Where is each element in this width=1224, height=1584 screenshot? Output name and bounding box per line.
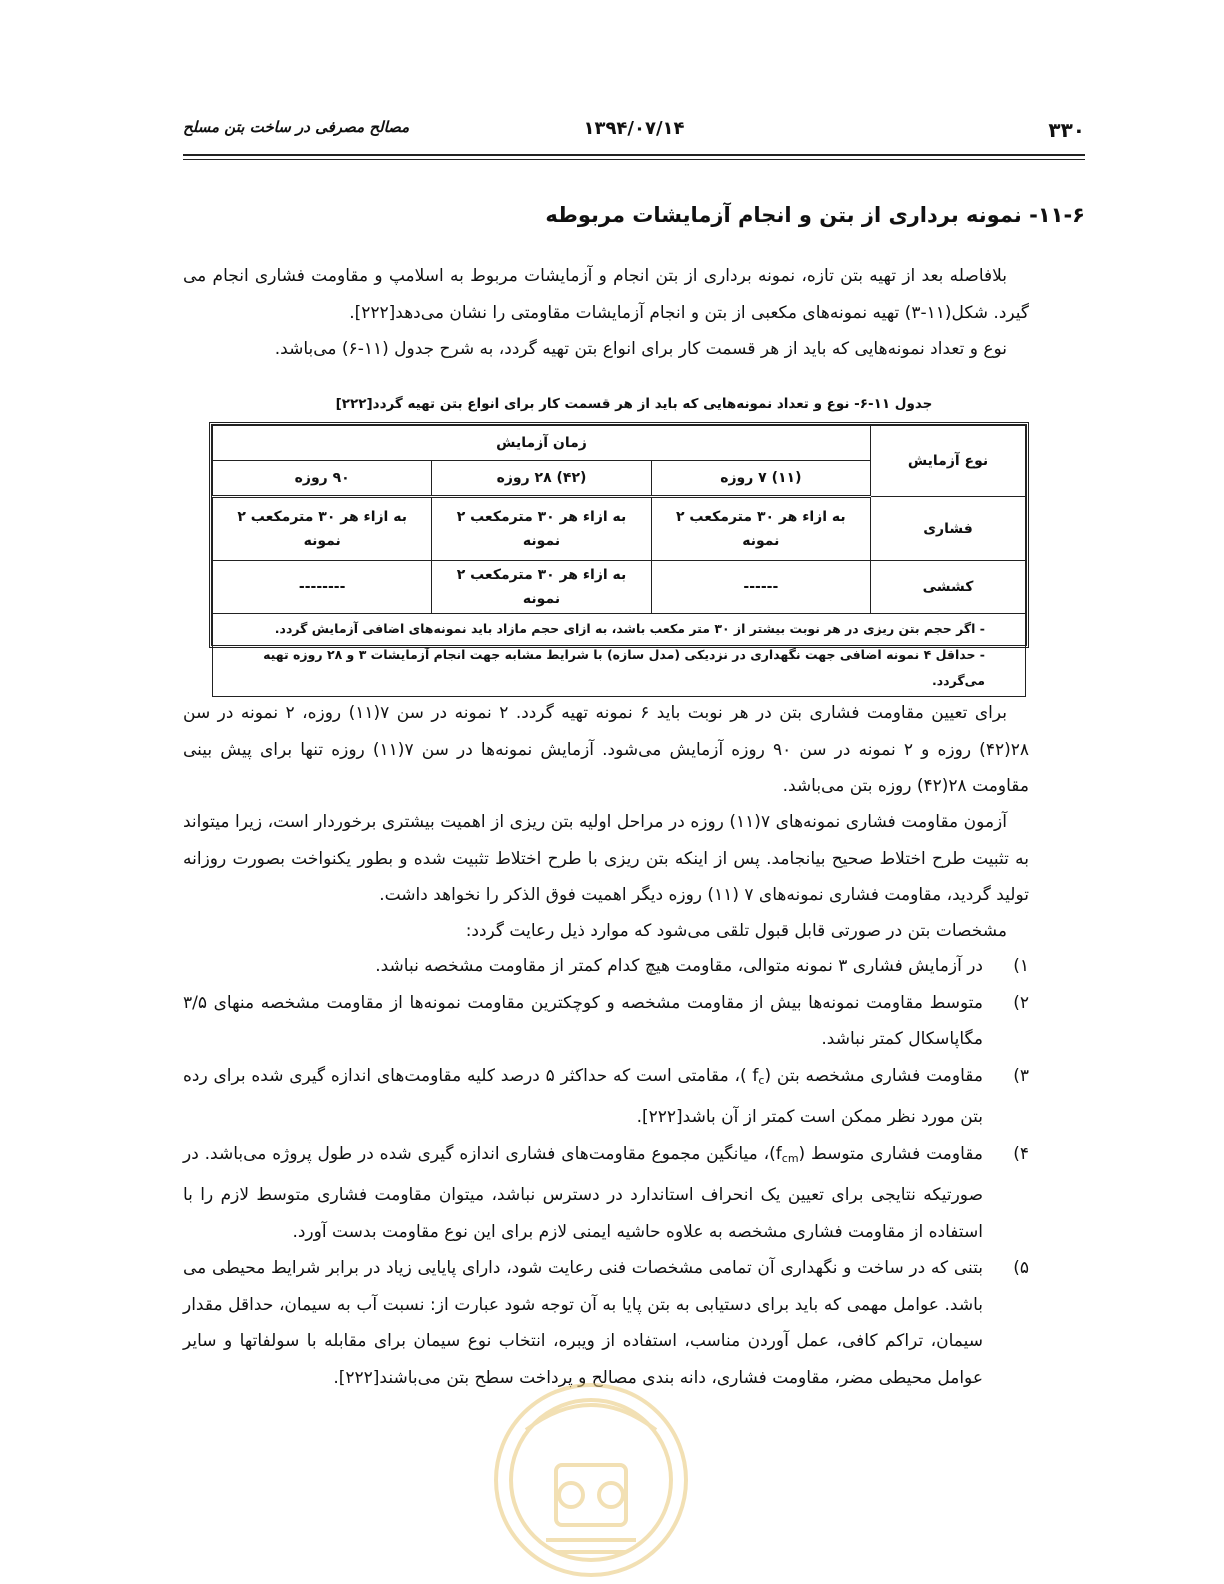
section-title: ۱۱-۶- نمونه برداری از بتن و انجام آزمایشات مربوطه [545, 203, 1085, 227]
paragraph-7-day-test: آزمون مقاومت فشاری نمونه‌های ۷(۱۱) روزه در مراحل اولیه بتن ریزی از اهمیت بیشتری برخوردار است، زیرا میتواند به تثبیت طرح اختلاط صحیح بیانجامد. پس از اینکه بتن ریزی با طرح اختلاط تثبیت شده و بطور یکنواخت بصورت روزانه تولید گردید، مقاومت فشاری نمونه‌های ۷ (۱۱) روزه دیگر اهمیت فوق الذکر را نخواهد داشت. [183, 812, 1029, 905]
header-rule-thin [183, 159, 1085, 160]
table-notes [213, 614, 1026, 697]
list-text: متوسط مقاومت نمونه‌ها بیش از مقاومت مشخصه و کوچکترین مقاومت نمونه‌ها از مقاومت مشخصه منهای ۳/۵ مگاپاسکال کمتر نباشد. [183, 992, 983, 1049]
list-text: مقاومت فشاری مشخصه بتن ($f_c$ )، مقامتی است که حداکثر ۵ درصد کلیه مقاومت‌های اندازه گیری شده برای رده بتن مورد نظر ممکن است کمتر از آن باشد[۲۲۲]. [183, 1065, 983, 1127]
list-text: در آزمایش فشاری ۳ نمونه متوالی، مقاومت هیچ کدام کمتر از مقاومت مشخصه نباشد. [375, 956, 983, 976]
paragraph-acceptance: مشخصات بتن در صورتی قابل قبول تلقی می‌شود که موارد ذیل رعایت گردد: [465, 921, 1007, 941]
cell-7-day: ------ [651, 561, 870, 614]
intro-paragraph-2: نوع و تعداد نمونه‌هایی که باید از هر قسمت کار برای انواع بتن تهیه گردد، به شرح جدول (۱۱-۶) می‌باشد. [274, 339, 1007, 359]
list-text: مقاومت فشاری متوسط $(f_{cm})،$ میانگین مجموع مقاومت‌های فشاری اندازه گیری شده در طول پروژه می‌باشد. در صورتیکه نتایجی برای تعیین یک انحراف استاندارد در دسترس نباشد، میتوان مقاومت فشاری متوسط لازم را با استفاده از مقاومت فشاری مشخصه به علاوه حاشیه ایمنی لازم برای این نوع مقاومت بدست آورد. [183, 1143, 984, 1242]
col-7-day: (۱۱) ۷ روزه [651, 461, 870, 497]
row-type: فشاری [871, 497, 1026, 561]
list-number: ۳) [1013, 1065, 1029, 1086]
list-text: بتنی که در ساخت و نگهداری آن تمامی مشخصات فنی رعایت شود، دارای پایایی زیاد در برابر شرایط محیطی می باشد. عوامل مهمی که باید برای دستیابی به بتن پایا به آن توجه شود عبارت از: نسبت آب به سیمان، حداقل مقدار سیمان، تراکم کافی، عمل آوردن مناسب، استفاده از ویبره، انتخاب نوع سیمان برای مقابله با سولفاتها و سایر عوامل محیطی مضر، مقاومت فشاری، دانه بندی مصالح و پرداخت سطح بتن می‌باشند[۲۲۲]. [183, 1258, 983, 1388]
table-note: - اگر حجم بتن ریزی در هر نوبت بیشتر از ۳۰ متر مکعب باشد، به ازای حجم مازاد باید نمونه‌های اضافی آزمایش گردد. [274, 621, 985, 636]
list-item [183, 1136, 1029, 1251]
table-row [213, 497, 1026, 561]
header-rule [183, 154, 1085, 156]
cell-90-day: به ازاء هر ۳۰ مترمکعب ۲ نمونه [213, 497, 432, 561]
list-item [183, 948, 1029, 985]
paragraph-sample-count: برای تعیین مقاومت فشاری بتن در هر نوبت باید ۶ نمونه تهیه گردد. ۲ نمونه در سن ۷(۱۱) روزه، ۲ نمونه در سن ۲۸(۴۲) روزه و ۲ نمونه در سن ۹۰ روزه آزمایش می‌شود. آزمایش نمونه‌ها در سن ۷(۱۱) روزه تنها برای پیش بینی مقاومت ۲۸(۴۲) روزه بتن می‌باشد. [183, 703, 1029, 796]
col-28-day: (۴۲) ۲۸ روزه [432, 461, 651, 497]
book-title: مصالح مصرفی در ساخت بتن مسلح [183, 118, 410, 136]
list-number: ۵) [1013, 1258, 1029, 1278]
table-row [213, 561, 1026, 614]
header-date: ۱۳۹۴/۰۷/۱۴ [583, 118, 685, 139]
page-header [183, 118, 1085, 148]
list-number: ۲) [1013, 992, 1029, 1013]
acceptance-criteria-list [183, 948, 1029, 1396]
intro-paragraph-1: بلافاصله بعد از تهیه بتن تازه، نمونه برداری از بتن انجام و آزمایشات مربوط به اسلامپ و مقاومت فشاری انجام می گیرد. شکل(۱۱-۳) تهیه نمونه‌های مکعبی از بتن و انجام آزمایشات مقاومتی را نشان می‌دهد[۲۲۲]. [183, 266, 1029, 323]
watermark-seal [486, 1370, 696, 1584]
cell-90-day: -------- [213, 561, 432, 614]
cell-28-day: به ازاء هر ۳۰ مترمکعب ۲ نمونه [432, 561, 651, 614]
list-number: ۱) [1013, 956, 1029, 976]
table-note: - حداقل ۴ نمونه اضافی جهت نگهداری در نزدیکی (مدل سازه) با شرایط مشابه جهت انجام آزمایشات ۳ و ۲۸ روزه تهیه می‌گردد. [263, 647, 985, 688]
list-number: ۴) [1013, 1143, 1029, 1164]
col-test-time: زمان آزمایش [213, 426, 871, 461]
sampling-table [209, 422, 1029, 688]
page-number: ۳۳۰ [1048, 118, 1085, 142]
row-type: کششی [871, 561, 1026, 614]
col-test-type: نوع آزمایش [871, 426, 1026, 497]
list-item [183, 1058, 1029, 1136]
col-90-day: ۹۰ روزه [213, 461, 432, 497]
table-caption: جدول ۱۱-۶- نوع و تعداد نمونه‌هایی که باید از هر قسمت کار برای انواع بتن تهیه گردد[۲۲۲] [335, 396, 933, 412]
cell-28-day: به ازاء هر ۳۰ مترمکعب ۲ نمونه [432, 497, 651, 561]
cell-7-day: به ازاء هر ۳۰ مترمکعب ۲ نمونه [651, 497, 870, 561]
list-item [183, 985, 1029, 1058]
